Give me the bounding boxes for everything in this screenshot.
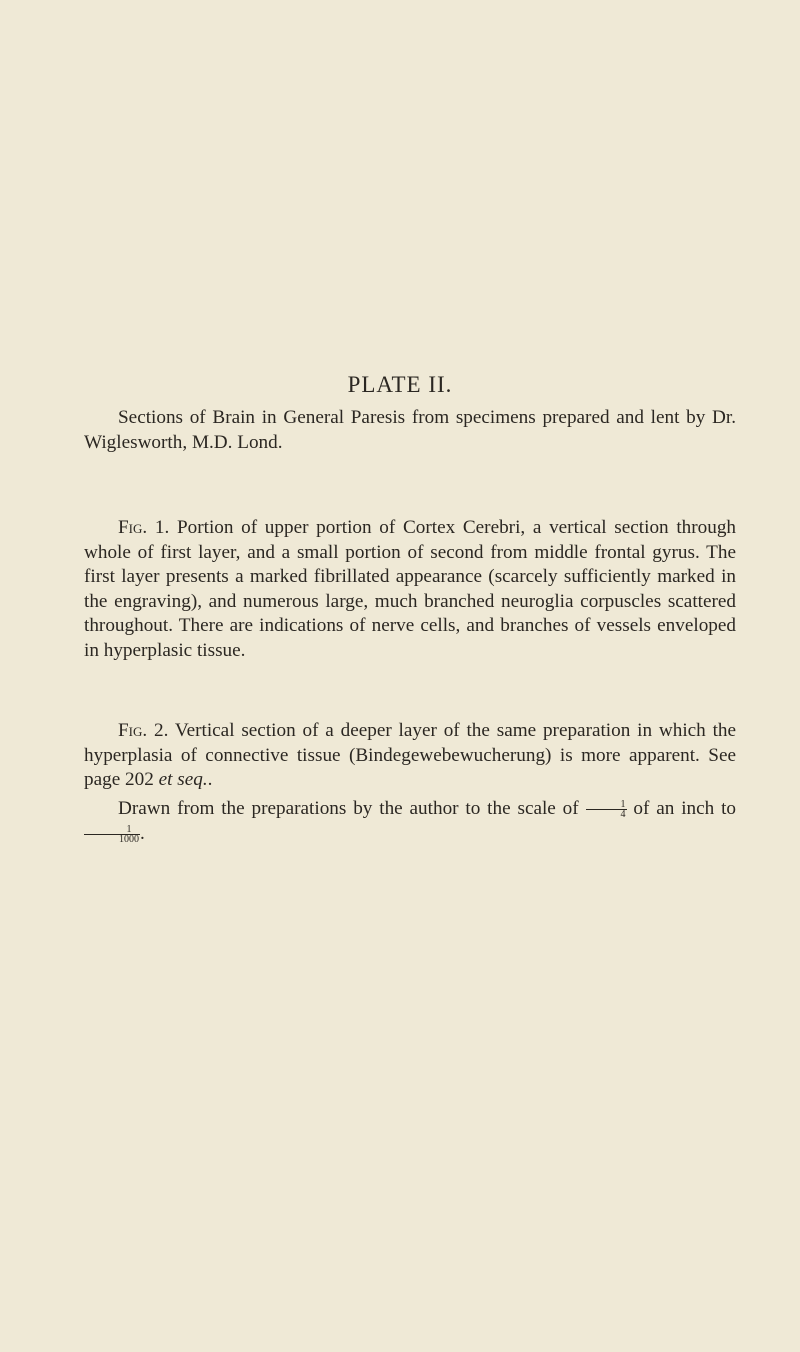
fraction-quarter-numerator: 1 <box>586 800 627 810</box>
fig1-paragraph <box>84 516 736 663</box>
fig2-paragraph: Fig. 2. Vertical section of a deeper layer of the same preparation in which the hyperplasia of connective tissue (Bindegewebewucherung) is more apparent. See page 202 et seq.. <box>84 720 737 790</box>
intro-text: Sections of Brain in General Paresis from specimens prepared and lent by Dr. Wiglesworth, M.D. Lond. <box>84 407 736 453</box>
scale-note-text-middle: of an inch to <box>633 798 737 819</box>
scale-note-text-before: Drawn from the preparations by the author to the scale of <box>118 798 579 819</box>
intro-paragraph <box>84 406 736 455</box>
fig1-text: Portion of upper portion of Cortex Cerebri, a vertical section through whole of first layer, and a small portion of second from middle frontal gyrus. The first layer presents a marked fibrillated appearance (scarcely sufficiently marked in the engraving), and numerous large, much branched neuroglia corpuscles scattered throughout. There are indications of nerve cells, and branches of vessels enveloped in hyperplasic tissue. <box>84 517 737 661</box>
scale-note-paragraph <box>84 797 736 846</box>
fraction-quarter <box>586 800 627 819</box>
fig1-label: Fig. 1. <box>118 517 170 538</box>
fig2-italic: et seq. <box>158 769 208 790</box>
fig2-text: Vertical section of a deeper layer of the same preparation in which the hyperplasia of connective tissue (Bindegewebewucherung) is more apparent. See page 202 <box>84 720 737 790</box>
plate-title: PLATE II. <box>347 372 453 397</box>
fraction-thousandth-numerator: 1 <box>84 825 140 835</box>
fig2-label: Fig. 2. <box>118 720 169 741</box>
fraction-thousandth <box>84 825 140 844</box>
scale-note-text-end: . <box>140 822 145 844</box>
fraction-quarter-denominator: 4 <box>620 809 626 821</box>
fraction-thousandth-denominator: 1000 <box>119 833 139 845</box>
